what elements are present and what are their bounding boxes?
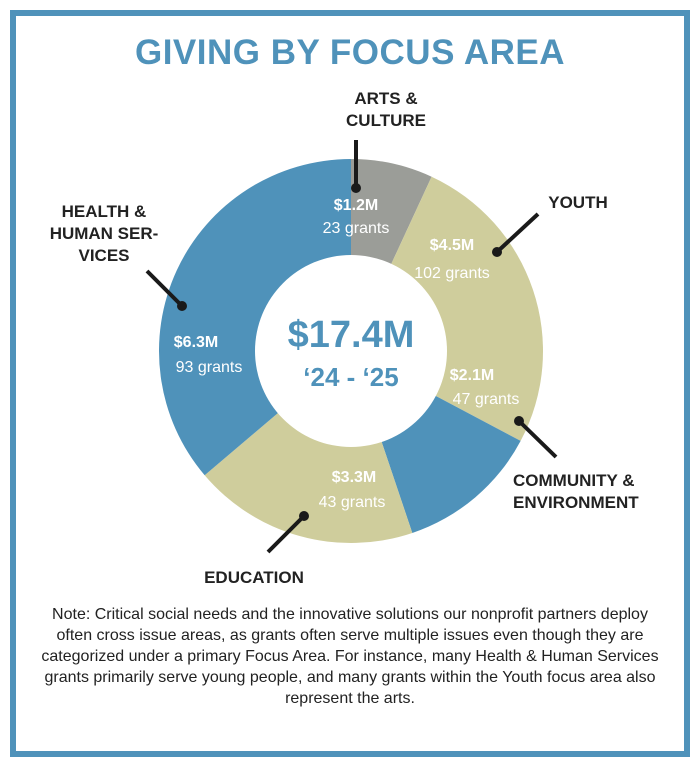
leader-line bbox=[519, 421, 556, 457]
slice-value-label: $4.5M bbox=[429, 237, 475, 254]
leader-dot bbox=[514, 416, 524, 426]
slice-grants-label: 93 grants bbox=[175, 359, 243, 376]
footnote: Note: Critical social needs and the innovative solutions our nonprofit partners deploy often cross issue areas, as grants often serve multiple issues even though they are categorized under a primary Focus Area. For instance, many Health & Human Services grants primarily serve young people, and many grants within the Youth focus area also represent the arts. bbox=[41, 606, 659, 707]
slice-grants-label: 47 grants bbox=[452, 391, 520, 408]
category-label: YOUTH bbox=[548, 193, 608, 212]
leader-dot bbox=[177, 301, 187, 311]
leader-line bbox=[497, 214, 538, 252]
leader-dot bbox=[492, 247, 502, 257]
category-label: ENVIRONMENT bbox=[513, 493, 639, 512]
center-period-label: ‘24 - ‘25 bbox=[303, 362, 399, 392]
center-total-label: $17.4M bbox=[287, 314, 415, 356]
category-label: COMMUNITY & bbox=[513, 471, 635, 490]
slice-grants-label: 23 grants bbox=[322, 220, 390, 237]
chart-title: GIVING BY FOCUS AREA bbox=[134, 33, 566, 72]
slice-value-label: $6.3M bbox=[173, 334, 219, 351]
category-label: EDUCATION bbox=[204, 568, 304, 587]
category-label: HEALTH & bbox=[61, 202, 147, 221]
leader-dot bbox=[299, 511, 309, 521]
slice-grants-label: 102 grants bbox=[414, 265, 490, 282]
slice-grants-label: 43 grants bbox=[318, 494, 386, 511]
category-label: CULTURE bbox=[346, 111, 426, 130]
slice-value-label: $1.2M bbox=[333, 197, 379, 214]
slice-value-label: $3.3M bbox=[331, 469, 377, 486]
category-label: ARTS & bbox=[354, 89, 418, 108]
category-label: HUMAN SER- bbox=[49, 224, 159, 243]
leader-dot bbox=[351, 183, 361, 193]
slice-value-label: $2.1M bbox=[449, 367, 495, 384]
category-label: VICES bbox=[78, 246, 130, 265]
